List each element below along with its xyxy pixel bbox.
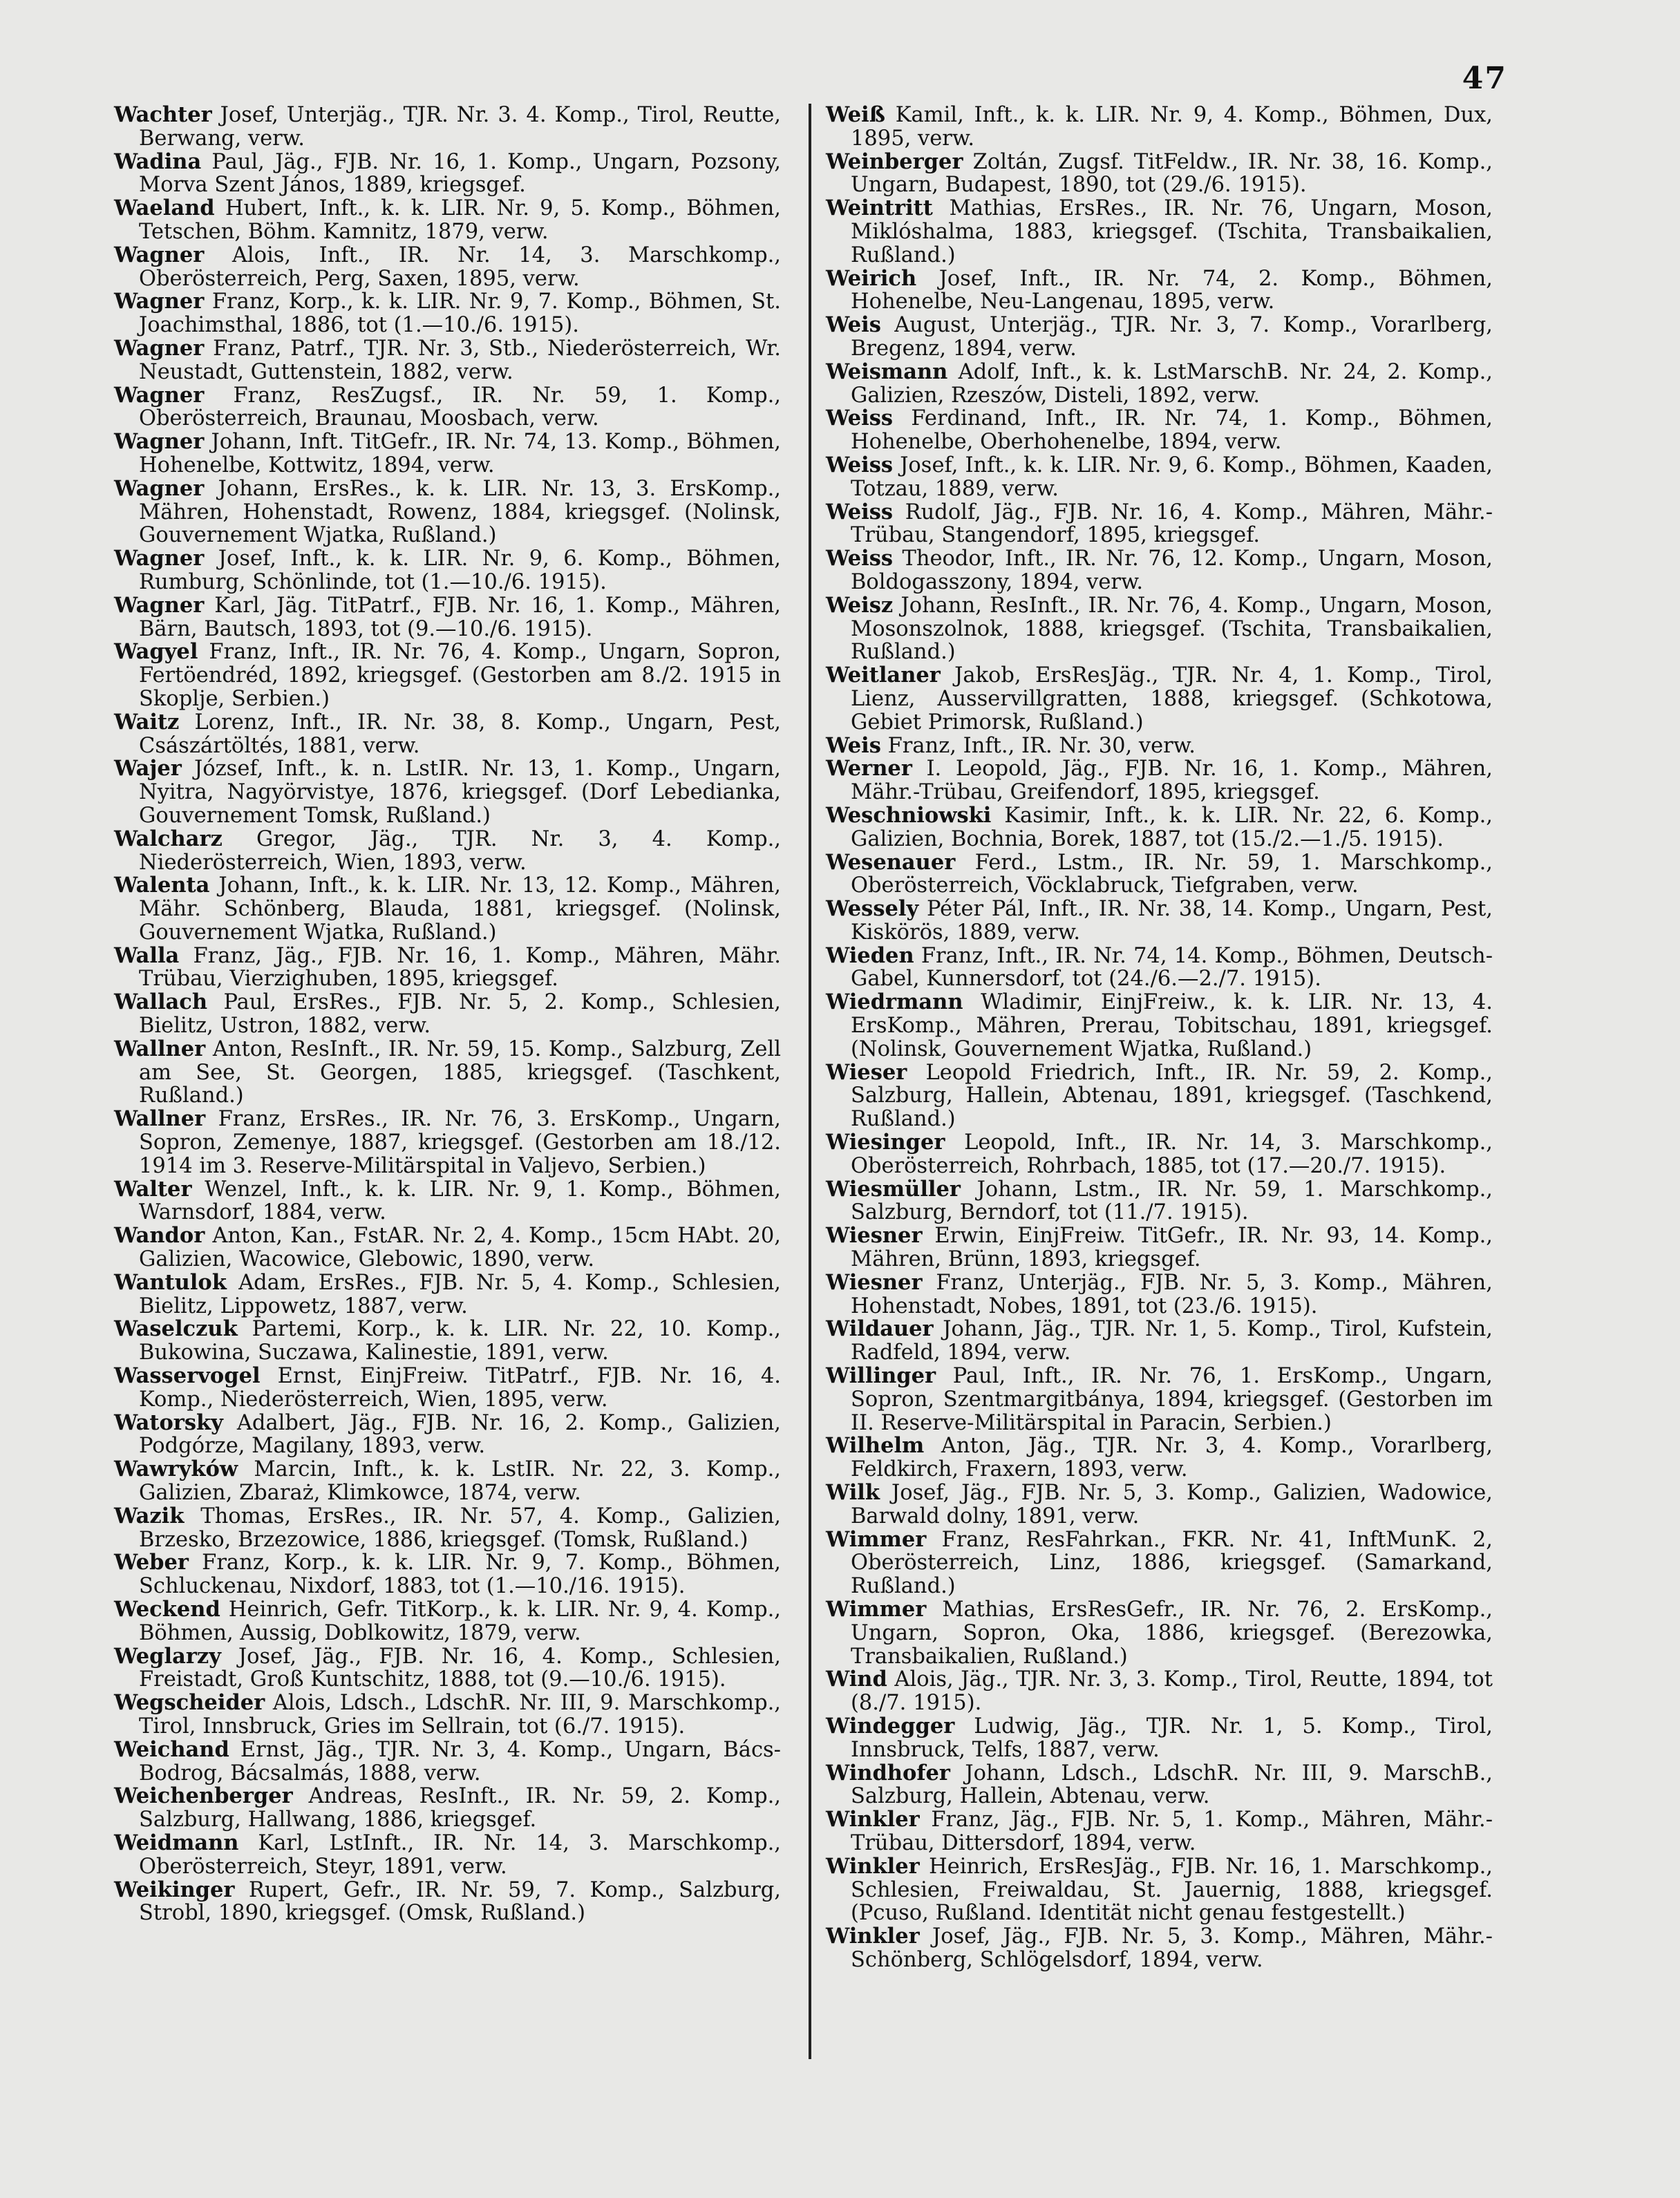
- list-entry: [114, 1645, 781, 1692]
- entry-details: Johann, Inft. TitGefr., IR. Nr. 74, 13. Komp., Böhmen, Hohenelbe, Kottwitz, 1894, verw.: [139, 430, 781, 477]
- column-divider: [809, 104, 811, 2059]
- entry-details: Ferdinand, Inft., IR. Nr. 74, 1. Komp., Böhmen, Hohenelbe, Oberhohenelbe, 1894, verw.: [851, 406, 1493, 455]
- entry-details: Karl, LstInft., IR. Nr. 14, 3. Marschkomp., Oberösterreich, Steyr, 1891, verw.: [139, 1830, 781, 1879]
- list-entry: [826, 1808, 1493, 1855]
- left-column: [114, 104, 781, 1925]
- list-entry: [114, 1365, 781, 1412]
- list-entry: [114, 477, 781, 547]
- entry-details: Heinrich, Gefr. TitKorp., k. k. LIR. Nr. 9, 4. Komp., Böhmen, Aussig, Doblkowitz, 1879, verw.: [139, 1598, 781, 1645]
- entry-surname: Weidmann: [114, 1830, 239, 1855]
- entry-surname: Waeland: [114, 196, 215, 221]
- entry-details: Ludwig, Jäg., TJR. Nr. 1, 5. Komp., Tirol, Innsbruck, Telfs, 1887, verw.: [851, 1714, 1493, 1762]
- entry-surname: Weber: [114, 1550, 189, 1575]
- entry-details: Gregor, Jäg., TJR. Nr. 3, 4. Komp., Niederösterreich, Wien, 1893, verw.: [139, 826, 781, 875]
- entry-details: Kasimir, Inft., k. k. LIR. Nr. 22, 6. Komp., Galizien, Bochnia, Borek, 1887, tot (15./2.—1./5. 1915).: [851, 803, 1493, 851]
- entry-details: Péter Pál, Inft., IR. Nr. 38, 14. Komp., Ungarn, Pest, Kiskörös, 1889, verw.: [851, 897, 1493, 945]
- entry-surname: Wimmer: [826, 1597, 927, 1622]
- entry-surname: Wachter: [114, 102, 212, 127]
- list-entry: [826, 991, 1493, 1061]
- entry-surname: Wind: [826, 1667, 887, 1692]
- entry-details: Franz, Patrf., TJR. Nr. 3, Stb., Niederösterreich, Wr. Neustadt, Guttenstein, 1882, verw.: [139, 336, 781, 384]
- list-entry: [114, 151, 781, 198]
- entry-surname: Wesenauer: [826, 849, 956, 875]
- entry-details: Adolf, Inft., k. k. LstMarschB. Nr. 24, 2. Komp., Galizien, Rzeszów, Disteli, 1892, verw.: [851, 359, 1493, 408]
- entry-details: József, Inft., k. n. LstIR. Nr. 13, 1. Komp., Ungarn, Nyitra, Nagyörvistye, 1876, kriegsgef. (Dorf Lebedianka, Gouvernement Tomsk, Rußland.): [139, 757, 781, 828]
- list-entry: [826, 594, 1493, 664]
- entry-surname: Wildauer: [826, 1316, 934, 1342]
- entry-surname: Wandor: [114, 1223, 205, 1249]
- page-number: 47: [1462, 61, 1507, 96]
- entry-surname: Wajer: [114, 756, 182, 781]
- list-entry: [114, 1832, 781, 1879]
- list-entry: [114, 244, 781, 291]
- entry-details: Adam, ErsRes., FJB. Nr. 5, 4. Komp., Schlesien, Bielitz, Lippowetz, 1887, verw.: [139, 1270, 781, 1318]
- entry-details: Franz, Inft., IR. Nr. 76, 4. Komp., Ungarn, Sopron, Fertöendréd, 1892, kriegsgef. (Gestorben am 8./2. 1915 in Skoplje, Serbien.): [139, 640, 781, 711]
- list-entry: [826, 267, 1493, 314]
- list-entry: [114, 547, 781, 594]
- entry-details: Franz, Inft., IR. Nr. 74, 14. Komp., Böhmen, Deutsch-Gabel, Kunnersdorf, tot (24./6.—2./7. 1915).: [851, 943, 1493, 992]
- list-entry: [826, 1855, 1493, 1925]
- list-entry: [826, 898, 1493, 945]
- entry-surname: Wallner: [114, 1106, 206, 1132]
- entry-details: Wladimir, EinjFreiw., k. k. LIR. Nr. 13, 4. ErsKomp., Mähren, Prerau, Tobitschau, 1891, kriegsgef. (Nolinsk, Gouvernement Wjatka, Rußland.): [851, 990, 1493, 1061]
- entry-surname: Weichenberger: [114, 1783, 293, 1809]
- entry-details: Josef, Jäg., FJB. Nr. 5, 3. Komp., Mähren, Mähr.-Schönberg, Schlögelsdorf, 1894, verw.: [851, 1924, 1493, 1972]
- entry-surname: Walter: [114, 1176, 192, 1202]
- entry-surname: Wazik: [114, 1503, 185, 1528]
- entry-details: Franz, ErsRes., IR. Nr. 76, 3. ErsKomp., Ungarn, Sopron, Zemenye, 1887, kriegsgef. (Gestorben am 18./12. 1914 im 3. Reserve-Militärspital in Valjevo, Serbien.): [139, 1107, 781, 1178]
- entry-details: Erwin, EinjFreiw. TitGefr., IR. Nr. 93, 14. Komp., Mähren, Brünn, 1893, kriegsgef.: [851, 1224, 1493, 1272]
- entry-surname: Weismann: [826, 359, 948, 384]
- entry-details: Franz, ResFahrkan., FKR. Nr. 41, InftMunK. 2, Oberösterreich, Linz, 1886, kriegsgef. (Samarkand, Rußland.): [851, 1527, 1493, 1599]
- entry-details: Johann, Jäg., TJR. Nr. 1, 5. Komp., Tirol, Kufstein, Radfeld, 1894, verw.: [851, 1317, 1493, 1365]
- entry-details: Alois, Inft., IR. Nr. 14, 3. Marschkomp., Oberösterreich, Perg, Saxen, 1895, verw.: [139, 243, 781, 291]
- entry-details: Karl, Jäg. TitPatrf., FJB. Nr. 16, 1. Komp., Mähren, Bärn, Bautsch, 1893, tot (9.—10./6. 1915).: [139, 593, 781, 641]
- entry-surname: Wieser: [826, 1059, 907, 1085]
- entry-surname: Wiesinger: [826, 1130, 945, 1155]
- entry-surname: Watorsky: [114, 1410, 223, 1435]
- entry-details: Heinrich, ErsResJäg., FJB. Nr. 16, 1. Marschkomp., Schlesien, Freiwaldau, St. Jauernig, 1888, kriegsgef. (Pcuso, Rußland. Identität nicht genau festgestellt.): [851, 1854, 1493, 1926]
- list-entry: [114, 1108, 781, 1177]
- list-entry: [114, 1738, 781, 1785]
- entry-details: Josef, Jäg., FJB. Nr. 16, 4. Komp., Schlesien, Freistadt, Groß Kuntschitz, 1888, tot (9.—10./6. 1915).: [139, 1644, 781, 1692]
- list-entry: [114, 641, 781, 710]
- list-entry: [826, 104, 1493, 151]
- list-entry: [114, 290, 781, 337]
- list-entry: [826, 1178, 1493, 1225]
- entry-surname: Winkler: [826, 1924, 920, 1949]
- entry-details: Rudolf, Jäg., FJB. Nr. 16, 4. Komp., Mähren, Mähr.-Trübau, Stangendorf, 1895, kriegsgef.: [851, 500, 1493, 548]
- entry-details: Johann, ResInft., IR. Nr. 76, 4. Komp., Ungarn, Moson, Mosonszolnok, 1888, kriegsgef. (Tschita, Transbaikalien, Rußland.): [851, 593, 1493, 665]
- entry-details: Johann, ErsRes., k. k. LIR. Nr. 13, 3. ErsKomp., Mähren, Hohenstadt, Rowenz, 1884, kriegsgef. (Nolinsk, Gouvernement Wjatka, Rußland.): [139, 476, 781, 548]
- entry-details: Johann, Inft., k. k. LIR. Nr. 13, 12. Komp., Mähren, Mähr. Schönberg, Blauda, 1881, kriegsgef. (Nolinsk, Gouvernement Wjatka, Rußland.): [139, 873, 781, 945]
- list-entry: [114, 594, 781, 641]
- list-entry: [826, 1318, 1493, 1365]
- entry-details: Anton, ResInft., IR. Nr. 59, 15. Komp., Salzburg, Zell am See, St. Georgen, 1885, kriegsgef. (Taschkent, Rußland.): [139, 1036, 781, 1108]
- entry-surname: Weis: [826, 732, 881, 758]
- list-entry: [826, 361, 1493, 408]
- list-entry: [826, 501, 1493, 548]
- entry-surname: Willinger: [826, 1363, 936, 1389]
- entry-surname: Wessely: [826, 896, 919, 922]
- list-entry: [114, 1598, 781, 1645]
- list-entry: [114, 991, 781, 1038]
- list-entry: [114, 430, 781, 477]
- entry-details: Leopold, Inft., IR. Nr. 14, 3. Marschkomp., Oberösterreich, Rohrbach, 1885, tot (17.—20./7. 1915).: [851, 1130, 1493, 1178]
- list-entry: [826, 664, 1493, 734]
- list-entry: [826, 454, 1493, 501]
- list-entry: [826, 1271, 1493, 1318]
- entry-surname: Winkler: [826, 1853, 920, 1879]
- entry-surname: Weiss: [826, 499, 894, 524]
- entry-surname: Weisz: [826, 592, 894, 618]
- list-entry: [826, 1528, 1493, 1598]
- list-entry: [826, 1131, 1493, 1178]
- entry-surname: Wagner: [114, 592, 205, 618]
- entry-surname: Wadina: [114, 149, 202, 174]
- entry-surname: Wiedrmann: [826, 989, 963, 1015]
- entry-details: Paul, Inft., IR. Nr. 76, 1. ErsKomp., Ungarn, Sopron, Szentmargitbánya, 1894, kriegsgef. (Gestorben im II. Reserve-Militärspital in Paracin, Serbien.): [851, 1364, 1493, 1435]
- list-entry: [114, 1551, 781, 1598]
- entry-surname: Wagner: [114, 289, 205, 314]
- entry-surname: Wagner: [114, 242, 205, 267]
- list-entry: [826, 1715, 1493, 1762]
- entry-surname: Winkler: [826, 1807, 920, 1832]
- list-entry: [114, 1271, 781, 1318]
- entry-surname: Wegscheider: [114, 1690, 265, 1716]
- list-entry: [114, 1318, 781, 1365]
- list-entry: [826, 1434, 1493, 1481]
- list-entry: [114, 1178, 781, 1225]
- entry-surname: Weiss: [826, 406, 894, 431]
- entry-details: Johann, Ldsch., LdschR. Nr. III, 9. MarschB., Salzburg, Hallein, Abtenau, verw.: [851, 1761, 1493, 1809]
- list-entry: [826, 314, 1493, 361]
- entry-details: Mathias, ErsRes., IR. Nr. 76, Ungarn, Moson, Miklóshalma, 1883, kriegsgef. (Tschita, Transbaikalien, Rußland.): [851, 196, 1493, 267]
- entry-details: Ernst, Jäg., TJR. Nr. 3, 4. Komp., Ungarn, Bács-Bodrog, Bácsalmás, 1888, verw.: [139, 1737, 781, 1785]
- entry-details: Anton, Kan., FstAR. Nr. 2, 4. Komp., 15cm HAbt. 20, Galizien, Wacowice, Glebowic, 1890, verw.: [139, 1224, 781, 1272]
- entry-details: Josef, Unterjäg., TJR. Nr. 3. 4. Komp., Tirol, Reutte, Berwang, verw.: [139, 103, 781, 151]
- list-entry: [114, 1785, 781, 1832]
- entry-details: Franz, Korp., k. k. LIR. Nr. 9, 7. Komp., Böhmen, St. Joachimsthal, 1886, tot (1.—10./6. 1915).: [139, 290, 781, 338]
- list-entry: [114, 197, 781, 244]
- entry-details: Josef, Inft., k. k. LIR. Nr. 9, 6. Komp., Böhmen, Rumburg, Schönlinde, tot (1.—10./6. 1915).: [139, 547, 781, 594]
- entry-details: Franz, Jäg., FJB. Nr. 5, 1. Komp., Mähren, Mähr.-Trübau, Dittersdorf, 1894, verw.: [851, 1808, 1493, 1855]
- entry-surname: Windhofer: [826, 1760, 950, 1785]
- list-entry: [826, 151, 1493, 198]
- entry-surname: Wiesner: [826, 1269, 923, 1295]
- list-entry: [114, 384, 781, 431]
- list-entry: [114, 1038, 781, 1108]
- entry-surname: Weiss: [826, 546, 894, 571]
- entry-details: Ferd., Lstm., IR. Nr. 59, 1. Marschkomp., Oberösterreich, Vöcklabruck, Tiefgraben, verw.: [851, 850, 1493, 898]
- entry-details: Franz, Inft., IR. Nr. 30, verw.: [880, 733, 1196, 758]
- entry-surname: Wieden: [826, 942, 914, 968]
- entry-surname: Weichand: [114, 1736, 229, 1762]
- list-entry: [114, 337, 781, 384]
- entry-surname: Weikinger: [114, 1877, 235, 1902]
- entry-details: Andreas, ResInft., IR. Nr. 59, 2. Komp., Salzburg, Hallwang, 1886, kriegsgef.: [139, 1784, 781, 1832]
- entry-surname: Wagner: [114, 335, 205, 361]
- list-entry: [114, 1879, 781, 1926]
- list-entry: [114, 942, 781, 992]
- entry-details: I. Leopold, Jäg., FJB. Nr. 16, 1. Komp., Mähren, Mähr.-Trübau, Greifendorf, 1895, kriegsgef.: [851, 757, 1493, 805]
- list-entry: [826, 942, 1493, 992]
- entry-details: Partemi, Korp., k. k. LIR. Nr. 22, 10. Komp., Bukowina, Suczawa, Kalinestie, 1891, verw.: [139, 1317, 781, 1365]
- entry-details: Josef, Inft., IR. Nr. 74, 2. Komp., Böhmen, Hohenelbe, Neu-Langenau, 1895, verw.: [851, 266, 1493, 314]
- entry-surname: Weinberger: [826, 149, 963, 174]
- entry-details: Jakob, ErsResJäg., TJR. Nr. 4, 1. Komp., Tirol, Lienz, Ausservillgratten, 1888, kriegsgef. (Schkotowa, Gebiet Primorsk, Rußland.): [851, 663, 1493, 735]
- entry-surname: Waitz: [114, 709, 180, 735]
- entry-details: Marcin, Inft., k. k. LstIR. Nr. 22, 3. Komp., Galizien, Zbaraż, Klimkowce, 1874, verw.: [139, 1457, 781, 1506]
- entry-surname: Weiss: [826, 452, 894, 477]
- list-entry: [114, 1458, 781, 1505]
- list-entry: [826, 1598, 1493, 1668]
- entry-surname: Wantulok: [114, 1269, 227, 1295]
- entry-details: Josef, Inft., k. k. LIR. Nr. 9, 6. Komp., Böhmen, Kaaden, Totzau, 1889, verw.: [851, 453, 1493, 501]
- entry-surname: Windegger: [826, 1713, 955, 1738]
- entry-details: Kamil, Inft., k. k. LIR. Nr. 9, 4. Komp., Böhmen, Dux, 1895, verw.: [851, 103, 1493, 151]
- entry-surname: Walenta: [114, 873, 210, 898]
- list-entry: [826, 804, 1493, 851]
- entry-details: Josef, Jäg., FJB. Nr. 5, 3. Komp., Galizien, Wadowice, Barwald dolny, 1891, verw.: [851, 1481, 1493, 1528]
- entry-details: Lorenz, Inft., IR. Nr. 38, 8. Komp., Ungarn, Pest, Császártöltés, 1881, verw.: [139, 710, 781, 758]
- entry-surname: Wagner: [114, 475, 205, 501]
- entry-details: Franz, ResZugsf., IR. Nr. 59, 1. Komp., Oberösterreich, Braunau, Moosbach, verw.: [139, 383, 781, 431]
- entry-surname: Walla: [114, 942, 180, 968]
- entry-surname: Weitlaner: [826, 663, 941, 688]
- entry-details: Paul, ErsRes., FJB. Nr. 5, 2. Komp., Schlesien, Bielitz, Ustron, 1882, verw.: [139, 990, 781, 1039]
- entry-surname: Wawryków: [114, 1457, 238, 1482]
- entry-details: Franz, Korp., k. k. LIR. Nr. 9, 7. Komp., Böhmen, Schluckenau, Nixdorf, 1883, tot (1.—10./16. 1915).: [139, 1551, 781, 1599]
- entry-details: Mathias, ErsResGefr., IR. Nr. 76, 2. ErsKomp., Ungarn, Sopron, Oka, 1886, kriegsgef. (Berezowka, Transbaikalien, Rußland.): [851, 1598, 1493, 1669]
- entry-surname: Walcharz: [114, 826, 223, 851]
- entry-surname: Wimmer: [826, 1526, 927, 1552]
- entry-surname: Wasservogel: [114, 1363, 261, 1389]
- list-entry: [826, 851, 1493, 898]
- list-entry: [826, 547, 1493, 594]
- list-entry: [114, 874, 781, 944]
- entry-surname: Wiesmüller: [826, 1176, 961, 1202]
- entry-surname: Weglarzy: [114, 1643, 221, 1669]
- entry-surname: Weirich: [826, 265, 917, 291]
- entry-details: Alois, Jäg., TJR. Nr. 3, 3. Komp., Tirol, Reutte, 1894, tot (8./7. 1915).: [851, 1667, 1493, 1716]
- entry-details: Adalbert, Jäg., FJB. Nr. 16, 2. Komp., Galizien, Podgórze, Magilany, 1893, verw.: [139, 1410, 781, 1459]
- list-entry: [114, 1224, 781, 1271]
- list-entry: [114, 1692, 781, 1738]
- entry-surname: Wilk: [826, 1480, 880, 1506]
- right-column: [826, 104, 1493, 1972]
- list-entry: [826, 1365, 1493, 1434]
- list-entry: [114, 104, 781, 151]
- list-entry: [826, 1668, 1493, 1715]
- entry-surname: Weckend: [114, 1597, 220, 1622]
- list-entry: [826, 1762, 1493, 1809]
- entry-details: Franz, Jäg., FJB. Nr. 16, 1. Komp., Mähren, Mähr. Trübau, Vierzighuben, 1895, kriegsgef.: [139, 943, 781, 992]
- list-entry: [114, 1505, 781, 1552]
- entry-surname: Weis: [826, 312, 881, 338]
- list-entry: [114, 1412, 781, 1459]
- list-entry: [826, 1224, 1493, 1271]
- entry-details: Zoltán, Zugsf. TitFeldw., IR. Nr. 38, 16. Komp., Ungarn, Budapest, 1890, tot (29./6. 1915).: [851, 149, 1493, 198]
- entry-surname: Wagyel: [114, 639, 198, 665]
- entry-surname: Wilhelm: [826, 1433, 925, 1459]
- entry-details: Ernst, EinjFreiw. TitPatrf., FJB. Nr. 16, 4. Komp., Niederösterreich, Wien, 1895, verw.: [139, 1364, 781, 1412]
- entry-surname: Weintritt: [826, 196, 933, 221]
- entry-surname: Wagner: [114, 546, 205, 571]
- entry-details: Paul, Jäg., FJB. Nr. 16, 1. Komp., Ungarn, Pozsony, Morva Szent János, 1889, kriegsgef.: [139, 149, 781, 198]
- entry-surname: Waselczuk: [114, 1316, 238, 1342]
- entry-surname: Weiß: [826, 102, 885, 127]
- list-entry: [826, 1925, 1493, 1972]
- entry-details: Johann, Lstm., IR. Nr. 59, 1. Marschkomp., Salzburg, Berndorf, tot (11./7. 1915).: [851, 1177, 1493, 1225]
- list-entry: [114, 711, 781, 758]
- list-entry: [826, 197, 1493, 267]
- entry-details: August, Unterjäg., TJR. Nr. 3, 7. Komp., Vorarlberg, Bregenz, 1894, verw.: [851, 313, 1493, 361]
- list-entry: [114, 828, 781, 875]
- entry-surname: Werner: [826, 756, 912, 781]
- entry-details: Rupert, Gefr., IR. Nr. 59, 7. Komp., Salzburg, Strobl, 1890, kriegsgef. (Omsk, Rußland.): [139, 1877, 781, 1926]
- entry-details: Theodor, Inft., IR. Nr. 76, 12. Komp., Ungarn, Moson, Boldogasszony, 1894, verw.: [851, 547, 1493, 594]
- list-entry: [826, 757, 1493, 804]
- entry-surname: Wallach: [114, 989, 208, 1015]
- list-entry: [826, 407, 1493, 454]
- entry-details: Hubert, Inft., k. k. LIR. Nr. 9, 5. Komp., Böhmen, Tetschen, Böhm. Kamnitz, 1879, verw.: [139, 196, 781, 244]
- entry-surname: Wallner: [114, 1036, 206, 1061]
- entry-surname: Wiesner: [826, 1223, 923, 1249]
- entry-details: Leopold Friedrich, Inft., IR. Nr. 59, 2. Komp., Salzburg, Hallein, Abtenau, 1891, kriegsgef. (Taschkend, Rußland.): [851, 1060, 1493, 1132]
- list-entry: [826, 1481, 1493, 1528]
- entry-details: Thomas, ErsRes., IR. Nr. 57, 4. Komp., Galizien, Brzesko, Brzezowice, 1886, kriegsgef. (Tomsk, Rußland.): [139, 1504, 781, 1552]
- entry-details: Anton, Jäg., TJR. Nr. 3, 4. Komp., Vorarlberg, Feldkirch, Fraxern, 1893, verw.: [851, 1434, 1493, 1482]
- entry-surname: Wagner: [114, 382, 205, 408]
- entry-details: Wenzel, Inft., k. k. LIR. Nr. 9, 1. Komp., Böhmen, Warnsdorf, 1884, verw.: [139, 1177, 781, 1225]
- list-entry: [826, 732, 1493, 758]
- list-entry: [114, 757, 781, 827]
- entry-surname: Weschniowski: [826, 802, 992, 828]
- entry-details: Alois, Ldsch., LdschR. Nr. III, 9. Marschkomp., Tirol, Innsbruck, Gries im Sellrain, tot (6./7. 1915).: [139, 1691, 781, 1738]
- entry-details: Franz, Unterjäg., FJB. Nr. 5, 3. Komp., Mähren, Hohenstadt, Nobes, 1891, tot (23./6. 1915).: [851, 1270, 1493, 1318]
- list-entry: [826, 1061, 1493, 1131]
- entry-surname: Wagner: [114, 429, 205, 455]
